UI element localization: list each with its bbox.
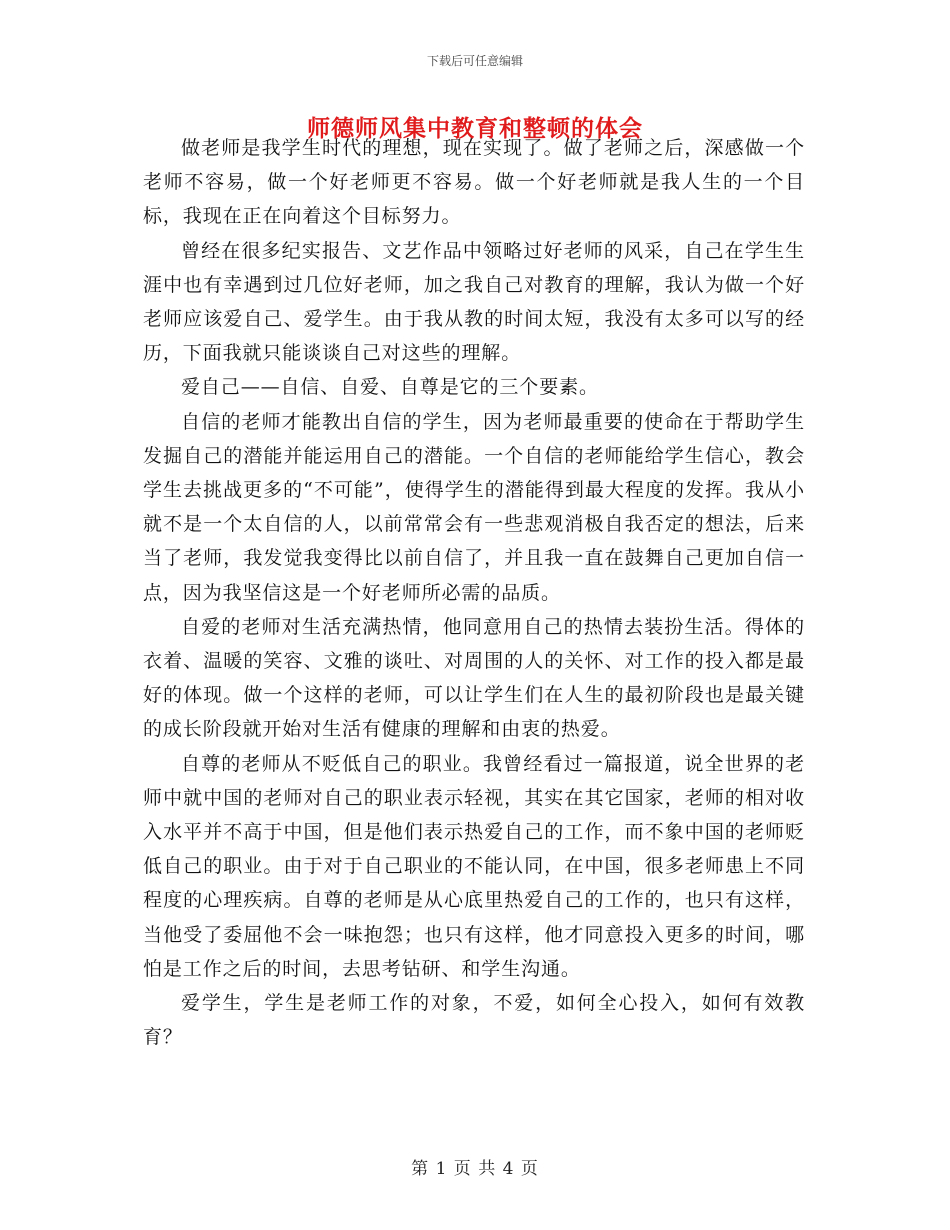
paragraph-confidence: 自信的老师才能教出自信的学生，因为老师最重要的使命在于帮助学生发掘自己的潜能并能运用自己的潜能。一个自信的老师能给学生信心，教会学生去挑战更多的“不可能”，使得学生的潜能得到最大程度的发挥。我从小就不是一个太自信的人，以前常常会有一些悲观消极自我否定的想法，后来当了老师，我发觉我变得比以前自信了，并且我一直在鼓舞自己更加自信一点，因为我坚信这是一个好老师所必需的品质。 [143,410,805,604]
paragraph-love-self: 爱自己——自信、自爱、自尊是它的三个要素。 [181,376,599,399]
paragraph-love-students: 爱学生，学生是老师工作的对象，不爱，如何全心投入，如何有效教育？ [143,992,805,1049]
document-title: 师德师风集中教育和整顿的体会 [307,115,643,142]
document-body [143,131,805,1054]
paragraph-good-teacher: 曾经在很多纪实报告、文艺作品中领略过好老师的风采，自己在学生生涯中也有幸遇到过几位好老师，加之我自己对教育的理解，我认为做一个好老师应该爱自己、爱学生。由于我从教的时间太短，我没有太多可以写的经历，下面我就只能谈谈自己对这些的理解。 [143,239,805,365]
paragraph-intro: 做老师是我学生时代的理想，现在实现了。做了老师之后，深感做一个老师不容易，做一个好老师更不容易。做一个好老师就是我人生的一个目标，我现在正在向着这个目标努力。 [143,137,805,228]
paragraph-self-love: 自爱的老师对生活充满热情，他同意用自己的热情去装扮生活。得体的衣着、温暖的笑容、文雅的谈吐、对周围的人的关怀、对工作的投入都是最好的体现。做一个这样的老师，可以让学生们在人生的最初阶段也是最关键的成长阶段就开始对生活有健康的理解和由衷的热爱。 [143,615,805,741]
page-number: 第 1 页 共 4 页 [411,1159,539,1179]
paragraph-self-respect: 自尊的老师从不贬低自己的职业。我曾经看过一篇报道，说全世界的老师中就中国的老师对自己的职业表示轻视，其实在其它国家，老师的相对收入水平并不高于中国，但是他们表示热爱自己的工作，而不象中国的老师贬低自己的职业。由于对于自己职业的不能认同，在中国，很多老师患上不同程度的心理疾病。自尊的老师是从心底里热爱自己的工作的，也只有这样，当他受了委屈他不会一味抱怨；也只有这样，他才同意投入更多的时间，哪怕是工作之后的时间，去思考钻研、和学生沟通。 [143,752,805,980]
header-note: 下载后可任意编辑 [426,54,523,68]
